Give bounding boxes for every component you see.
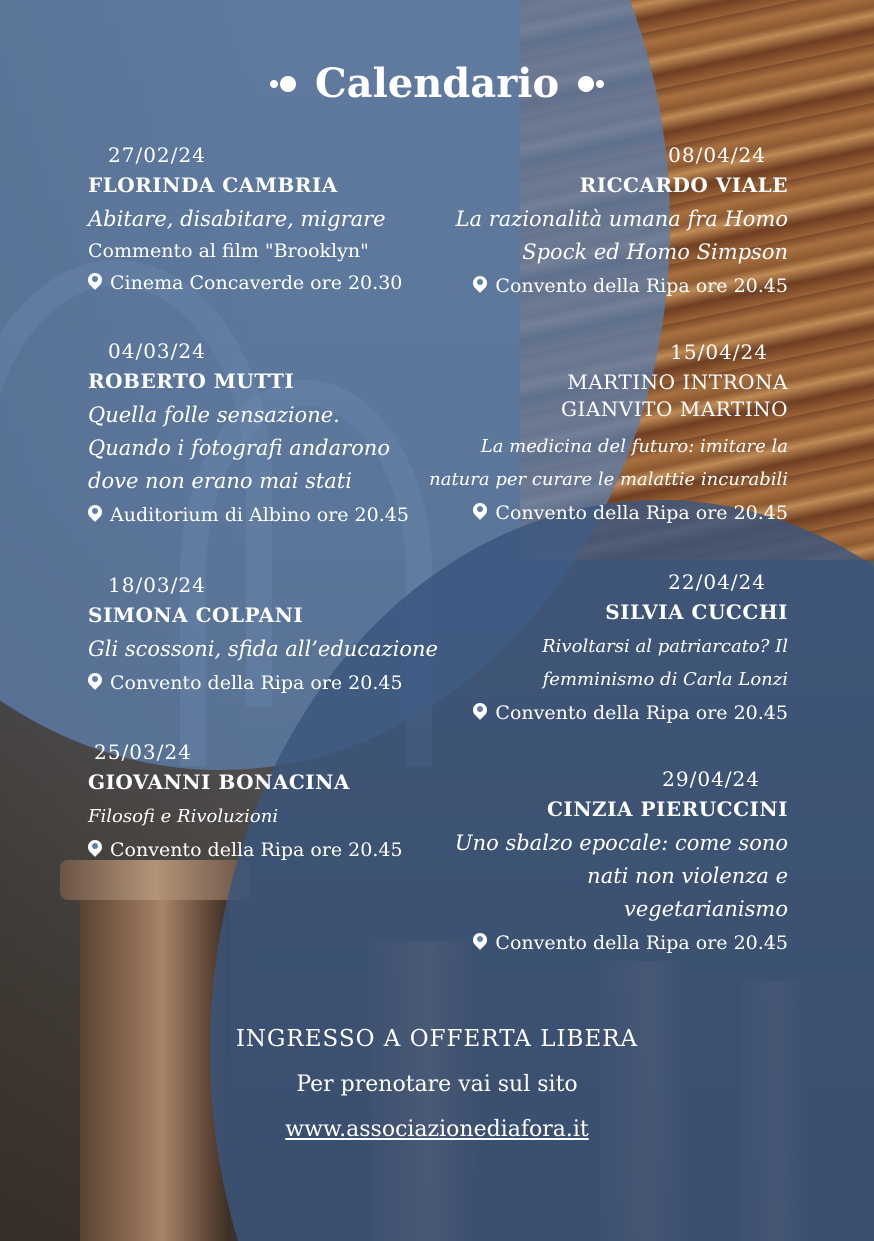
- event-topic: Abitare, disabitare, migrare: [88, 207, 386, 231]
- event-speaker: GIOVANNI BONACINA: [88, 770, 350, 794]
- event-speaker: RICCARDO VIALE: [579, 173, 788, 197]
- location-pin-icon: [473, 933, 487, 951]
- event-topic: La razionalità umana fra Homo Spock ed Homo Simpson: [455, 207, 788, 264]
- event-place: Convento della Ripa ore 20.45: [428, 271, 788, 301]
- event-date: 22/04/24: [668, 570, 766, 594]
- double-dot-icon: [270, 76, 296, 92]
- event-topic: Filosofi e Rivoluzioni: [88, 806, 279, 827]
- location-pin-icon: [88, 840, 102, 858]
- event-item: [88, 143, 438, 298]
- event-item: [88, 740, 438, 865]
- event-topic: La medicina del futuro: imitare la natura per curare le malattie incurabili: [429, 436, 788, 490]
- event-speaker: SILVIA CUCCHI: [605, 600, 788, 624]
- double-dot-icon: [578, 76, 604, 92]
- location-pin-icon: [88, 505, 102, 523]
- event-date: 29/04/24: [662, 767, 760, 791]
- event-topic: Quando i fotografi andarono dove non erano mai stati: [88, 436, 390, 493]
- event-place: Auditorium di Albino ore 20.45: [88, 500, 438, 530]
- event-speaker: CINZIA PIERUCCINI: [546, 797, 788, 821]
- event-speaker: MARTINO INTRONA: [567, 370, 788, 394]
- event-date: 18/03/24: [108, 573, 206, 597]
- event-place: Cinema Concaverde ore 20.30: [88, 268, 438, 298]
- event-item: [428, 143, 788, 301]
- event-date: 04/03/24: [108, 339, 206, 363]
- event-speaker: FLORINDA CAMBRIA: [88, 173, 338, 197]
- event-topic: Rivoltarsi al patriarcato? Il femminismo di Carla Lonzi: [542, 636, 788, 690]
- event-place: Convento della Ripa ore 20.45: [428, 928, 788, 958]
- location-pin-icon: [88, 673, 102, 691]
- location-pin-icon: [88, 273, 102, 291]
- website-link[interactable]: www.associazionediafora.it: [285, 1117, 589, 1142]
- event-speaker: GIANVITO MARTINO: [560, 397, 788, 421]
- event-date: 25/03/24: [94, 740, 192, 764]
- location-pin-icon: [473, 276, 487, 294]
- location-pin-icon: [473, 503, 487, 521]
- booking-info: Per prenotare vai sul sito: [296, 1072, 578, 1097]
- location-pin-icon: [473, 703, 487, 721]
- event-place: Convento della Ripa ore 20.45: [88, 668, 438, 698]
- event-topic: Uno sbalzo epocale: come sono nati non violenza e vegetarianismo: [454, 831, 788, 921]
- event-place: Convento della Ripa ore 20.45: [88, 835, 438, 865]
- event-place: Convento della Ripa ore 20.45: [428, 498, 788, 528]
- event-topic: Quella folle sensazione.: [88, 403, 340, 427]
- event-item: [428, 767, 788, 958]
- footer: [0, 1026, 874, 1142]
- event-date: 08/04/24: [668, 143, 766, 167]
- event-item: [88, 339, 438, 530]
- event-item: [88, 573, 438, 698]
- page-title: Calendario: [314, 60, 560, 107]
- event-item: [428, 340, 788, 528]
- event-item: [428, 570, 788, 728]
- entry-info: INGRESSO A OFFERTA LIBERA: [235, 1026, 639, 1052]
- event-speaker: ROBERTO MUTTI: [88, 369, 295, 393]
- column-capital: [60, 860, 250, 900]
- event-date: 27/02/24: [108, 143, 206, 167]
- event-date: 15/04/24: [670, 340, 768, 364]
- event-place: Convento della Ripa ore 20.45: [428, 698, 788, 728]
- header: [0, 60, 874, 107]
- event-topic: Gli scossoni, sfida all’educazione: [88, 637, 438, 661]
- event-speaker: SIMONA COLPANI: [88, 603, 304, 627]
- event-note: Commento al film "Brooklyn": [88, 240, 369, 262]
